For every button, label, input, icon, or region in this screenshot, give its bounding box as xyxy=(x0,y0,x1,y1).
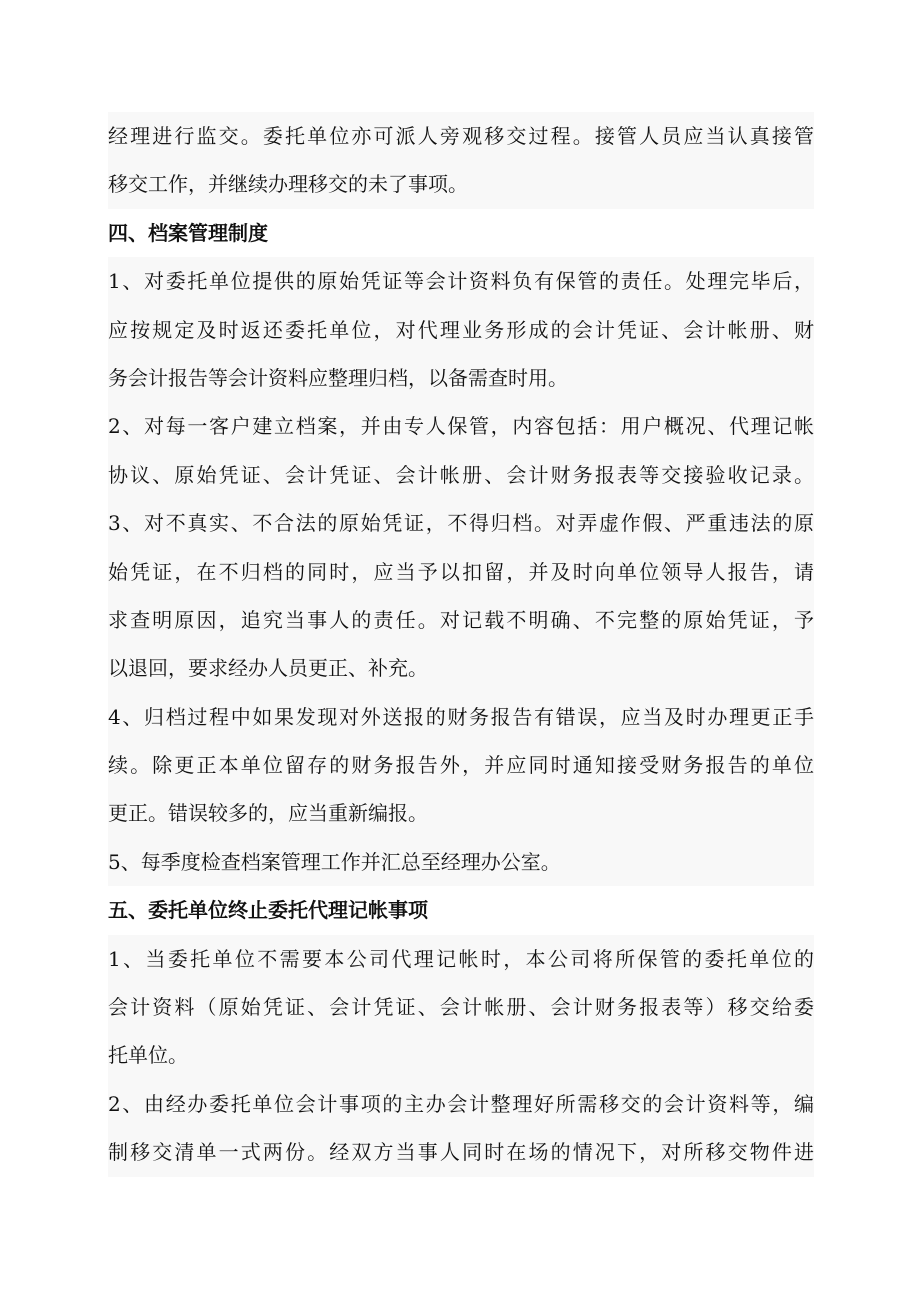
paragraph-line: 托单位。 xyxy=(108,1031,814,1079)
paragraph-line: 4、归档过程中如果发现对外送报的财务报告有错误，应当及时办理更正手 xyxy=(108,693,814,741)
paragraph-line: 会计资料（原始凭证、会计凭证、会计帐册、会计财务报表等）移交给委 xyxy=(108,983,814,1031)
document-body xyxy=(108,112,814,1177)
paragraph-line: 2、由经办委托单位会计事项的主办会计整理好所需移交的会计资料等，编 xyxy=(108,1080,814,1128)
paragraph-line: 2、对每一客户建立档案，并由专人保管，内容包括：用户概况、代理记帐 xyxy=(108,402,814,450)
paragraph-line: 续。除更正本单位留存的财务报告外，并应同时通知接受财务报告的单位 xyxy=(108,741,814,789)
paragraph-line: 制移交清单一式两份。经双方当事人同时在场的情况下，对所移交物件进 xyxy=(108,1128,814,1176)
paragraph-line: 应按规定及时返还委托单位，对代理业务形成的会计凭证、会计帐册、财 xyxy=(108,306,814,354)
paragraph-line: 以退回，要求经办人员更正、补充。 xyxy=(108,644,814,692)
paragraph-line: 3、对不真实、不合法的原始凭证，不得归档。对弄虚作假、严重违法的原 xyxy=(108,499,814,547)
paragraph-line: 1、对委托单位提供的原始凭证等会计资料负有保管的责任。处理完毕后， xyxy=(108,257,814,305)
paragraph-line: 5、每季度检查档案管理工作并汇总至经理办公室。 xyxy=(108,838,814,886)
paragraph-line: 经理进行监交。委托单位亦可派人旁观移交过程。接管人员应当认真接管 xyxy=(108,112,814,160)
paragraph-line: 协议、原始凭证、会计凭证、会计帐册、会计财务报表等交接验收记录。 xyxy=(108,451,814,499)
section-heading: 五、委托单位终止委托代理记帐事项 xyxy=(108,886,814,934)
paragraph-line: 更正。错误较多的，应当重新编报。 xyxy=(108,789,814,837)
paragraph-line: 务会计报告等会计资料应整理归档，以备需查时用。 xyxy=(108,354,814,402)
paragraph-line: 1、当委托单位不需要本公司代理记帐时，本公司将所保管的委托单位的 xyxy=(108,935,814,983)
paragraph-line: 求查明原因，追究当事人的责任。对记载不明确、不完整的原始凭证，予 xyxy=(108,596,814,644)
paragraph-line: 始凭证，在不归档的同时，应当予以扣留，并及时向单位领导人报告，请 xyxy=(108,548,814,596)
paragraph-line: 移交工作，并继续办理移交的未了事项。 xyxy=(108,160,814,208)
section-heading: 四、档案管理制度 xyxy=(108,209,814,257)
